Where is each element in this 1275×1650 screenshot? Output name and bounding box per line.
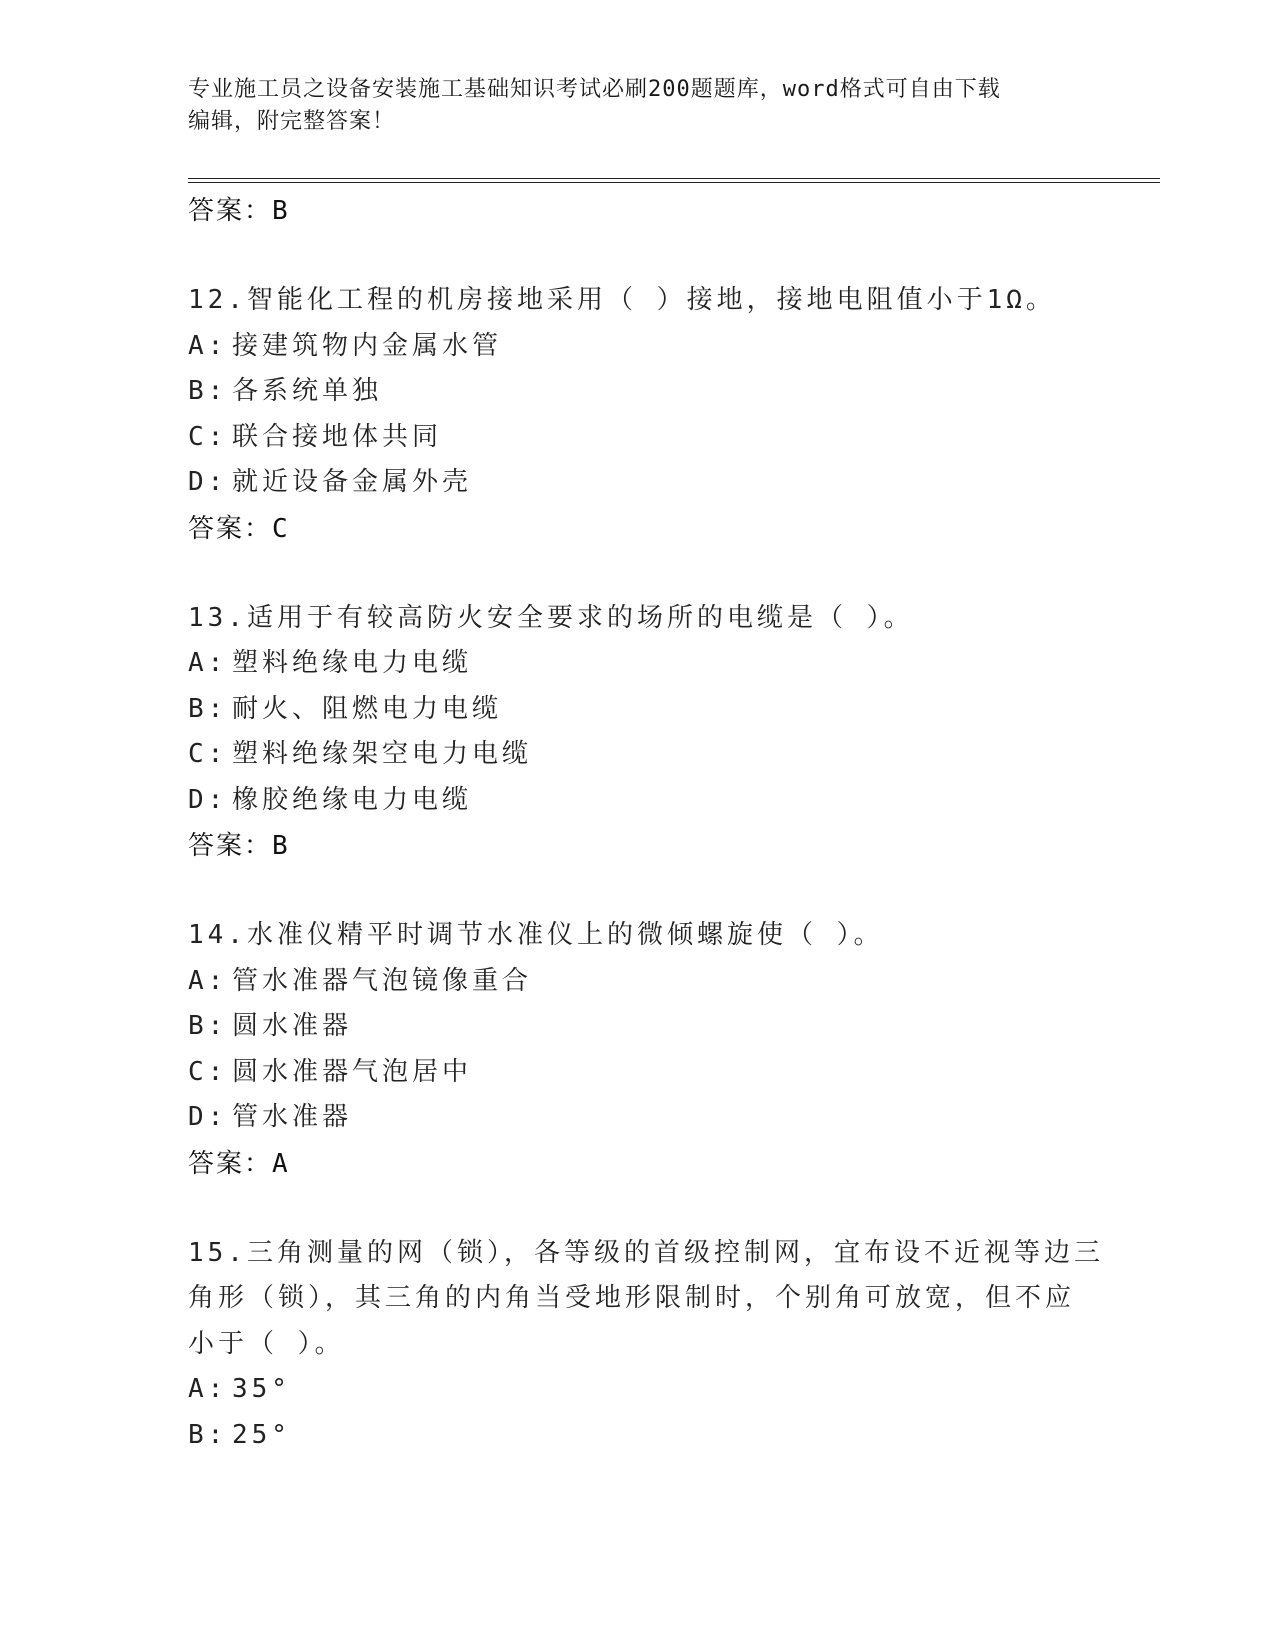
option-key: A:	[188, 648, 228, 678]
option-key: B:	[188, 693, 228, 724]
answer-prefix: 答案：	[188, 831, 273, 861]
option-key: C:	[188, 1056, 228, 1087]
option-text: 塑料绝缘电力电缆	[232, 648, 473, 678]
spacer	[188, 234, 1108, 278]
header-title-line-1: 专业施工员之设备安装施工基础知识考试必刷200题题库，word格式可自由下载	[188, 77, 1001, 102]
option-key: A:	[188, 330, 228, 361]
option-text: 各系统单独	[232, 376, 383, 406]
option-b	[188, 1004, 1108, 1050]
option-text: 就近设备金属外壳	[232, 467, 473, 497]
option-a	[188, 641, 1108, 687]
option-key: C:	[188, 421, 228, 452]
option-text: 塑料绝缘架空电力电缆	[232, 739, 533, 769]
answer-value: B	[272, 831, 290, 861]
spacer	[188, 552, 1108, 596]
answer-value: C	[272, 513, 290, 544]
option-text: 25°	[232, 1419, 291, 1450]
question-block-12	[188, 278, 1108, 552]
answer-line	[188, 506, 1108, 552]
answer-line	[188, 823, 1108, 869]
option-c	[188, 415, 1108, 461]
option-key: A:	[188, 965, 228, 996]
option-d	[188, 778, 1108, 824]
question-list	[188, 188, 1108, 1458]
option-text: 橡胶绝缘电力电缆	[232, 784, 473, 815]
answer-value: A	[272, 1148, 290, 1179]
option-c	[188, 1050, 1108, 1096]
option-d	[188, 1095, 1108, 1141]
option-b	[188, 369, 1108, 415]
option-key: B:	[188, 376, 228, 406]
question-text-line-3: 小于（ ）。	[188, 1328, 345, 1359]
option-key: D:	[188, 1102, 228, 1132]
option-key: A:	[188, 1374, 228, 1404]
option-a	[188, 1367, 1108, 1413]
option-text: 耐火、阻燃电力电缆	[232, 693, 503, 724]
option-text: 35°	[232, 1374, 291, 1404]
spacer	[188, 1187, 1108, 1231]
question-block-13	[188, 596, 1108, 870]
option-b	[188, 687, 1108, 733]
option-text: 接建筑物内金属水管	[232, 330, 503, 361]
option-key: B:	[188, 1011, 228, 1041]
option-text: 管水准器	[232, 1102, 353, 1132]
option-text: 圆水准器	[232, 1011, 353, 1041]
question-text: 14.水准仪精平时调节水准仪上的微倾螺旋使（ ）。	[188, 920, 884, 950]
option-text: 管水准器气泡镜像重合	[232, 965, 533, 996]
question-text-line-1: 15.三角测量的网（锁），各等级的首级控制网，宜布设不近视等边三	[188, 1237, 1104, 1268]
option-text: 圆水准器气泡居中	[232, 1056, 473, 1087]
answer-line	[188, 188, 1108, 234]
question-text: 13.适用于有较高防火安全要求的场所的电缆是（ ）。	[188, 602, 914, 633]
answer-prefix: 答案：	[188, 1148, 273, 1179]
option-key: D:	[188, 784, 228, 815]
answer-prefix: 答案：	[188, 513, 273, 544]
header-title-line-2: 编辑，附完整答案！	[188, 109, 396, 134]
answer-line	[188, 1141, 1108, 1187]
question-block-15	[188, 1231, 1108, 1459]
option-c	[188, 732, 1108, 778]
answer-value: B	[272, 196, 290, 226]
option-a	[188, 324, 1108, 370]
option-key: B:	[188, 1419, 228, 1450]
question-text: 12.智能化工程的机房接地采用（ ）接地，接地电阻值小于1Ω。	[188, 285, 1056, 315]
spacer	[188, 869, 1108, 913]
question-block-14	[188, 913, 1108, 1187]
option-key: D:	[188, 467, 228, 497]
header-divider	[188, 178, 1160, 183]
answer-prefix: 答案：	[188, 196, 273, 226]
document-header	[188, 74, 1088, 138]
option-key: C:	[188, 739, 228, 769]
question-text-line-2: 角形（锁），其三角的内角当受地形限制时，个别角可放宽，但不应	[188, 1283, 1076, 1313]
option-a	[188, 959, 1108, 1005]
option-b	[188, 1413, 1108, 1459]
option-text: 联合接地体共同	[232, 421, 443, 452]
option-d	[188, 460, 1108, 506]
